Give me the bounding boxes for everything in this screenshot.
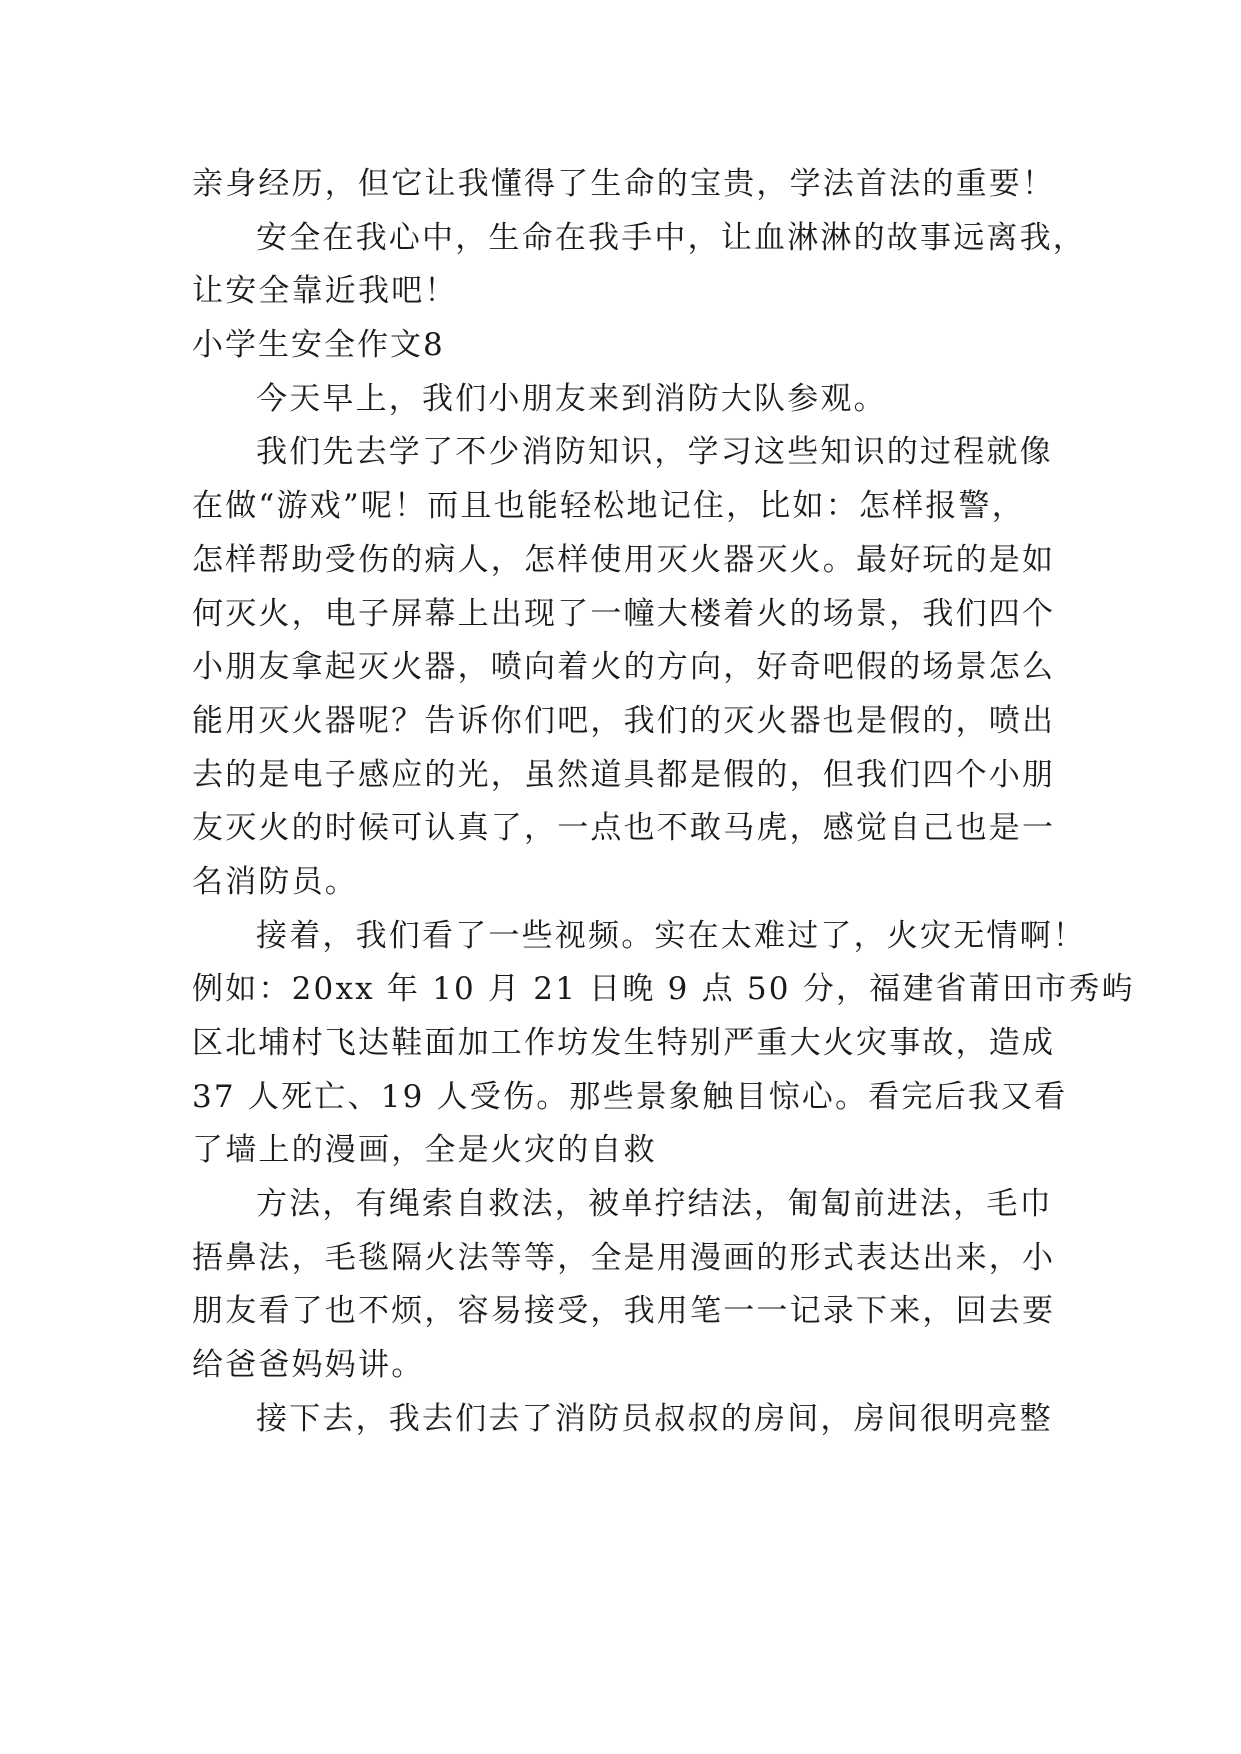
- text-line: 捂鼻法，毛毯隔火法等等，全是用漫画的形式表达出来，小: [192, 1239, 1056, 1276]
- text-line: 今天早上，我们小朋友来到消防大队参观。: [256, 380, 887, 417]
- section-heading: 小学生安全作文8: [192, 327, 445, 364]
- text-line: 区北埔村飞达鞋面加工作坊发生特别严重大火灾事故，造成: [192, 1025, 1056, 1061]
- text-line: 例如：20xx 年 10 月 21 日晚 9 点 50 分，福建省莆田市秀屿: [192, 971, 1135, 1008]
- text-line: 了墙上的漫画，全是火灾的自救: [192, 1132, 657, 1169]
- text-line: 接下去，我去们去了消防员叔叔的房间，房间很明亮整: [256, 1400, 1053, 1437]
- text-line: 小朋友拿起灭火器，喷向着火的方向，好奇吧假的场景怎么: [192, 649, 1056, 686]
- text-line: 安全在我心中，生命在我手中，让血淋淋的故事远离我，: [256, 219, 1086, 256]
- text-line: 何灭火，电子屏幕上出现了一幢大楼着火的场景，我们四个: [192, 595, 1056, 632]
- text-line: 朋友看了也不烦，容易接受，我用笔一一记录下来，回去要: [192, 1293, 1056, 1330]
- text-line: 让安全靠近我吧！: [192, 273, 458, 310]
- text-line: 友灭火的时候可认真了，一点也不敢马虎，感觉自己也是一: [192, 810, 1056, 847]
- text-line: 给爸爸妈妈讲。: [192, 1347, 425, 1384]
- text-line: 接着，我们看了一些视频。实在太难过了，火灾无情啊！: [256, 917, 1086, 954]
- text-line: 方法，有绳索自救法，被单拧结法，匍匐前进法，毛巾: [256, 1186, 1053, 1223]
- text-line: 在做“游戏”呢！而且也能轻松地记住，比如：怎样报警，: [192, 488, 1025, 525]
- text-line: 怎样帮助受伤的病人，怎样使用灭火器灭火。最好玩的是如: [192, 541, 1056, 578]
- text-line: 37 人死亡、19 人受伤。那些景象触目惊心。看完后我又看: [192, 1078, 1068, 1115]
- text-line: 亲身经历，但它让我懂得了生命的宝贵，学法首法的重要！: [192, 166, 1056, 202]
- text-line: 我们先去学了不少消防知识，学习这些知识的过程就像: [256, 434, 1053, 471]
- text-line: 能用灭火器呢？告诉你们吧，我们的灭火器也是假的，喷出: [192, 702, 1056, 739]
- text-line: 去的是电子感应的光，虽然道具都是假的，但我们四个小朋: [192, 756, 1056, 793]
- document-body: [192, 158, 1135, 1447]
- text-line: 名消防员。: [192, 863, 358, 900]
